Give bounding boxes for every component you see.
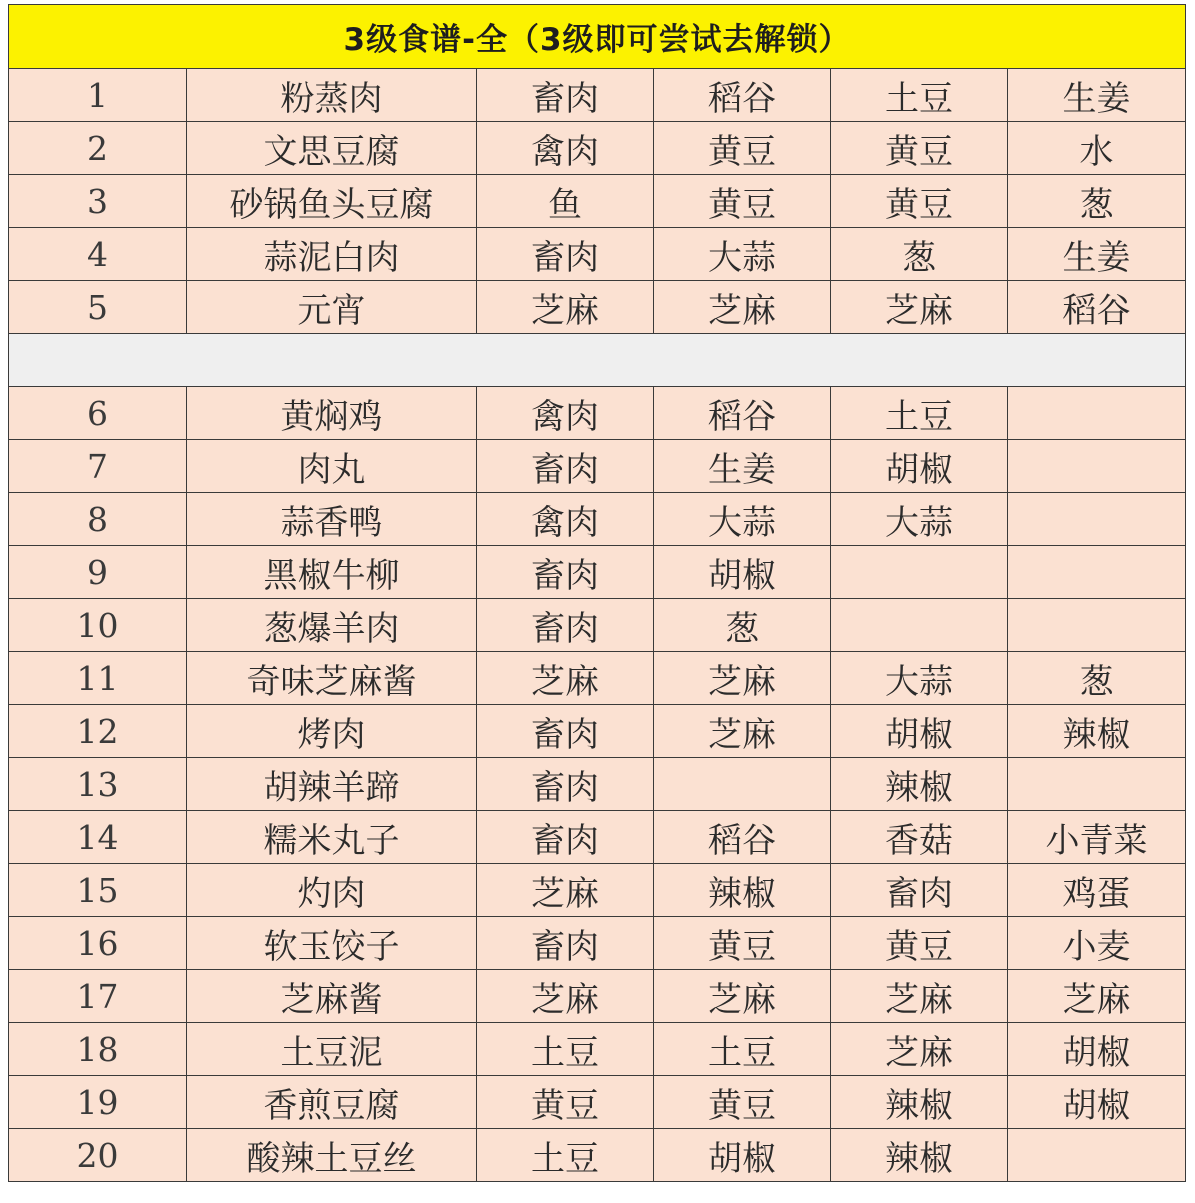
ingredient-cell [1008, 1129, 1186, 1182]
ingredient-cell: 畜肉 [477, 705, 654, 758]
recipe-name: 文思豆腐 [187, 122, 477, 175]
ingredient-cell: 生姜 [654, 440, 831, 493]
ingredient-cell: 小麦 [1008, 917, 1186, 970]
ingredient-cell: 香菇 [831, 811, 1008, 864]
table-row [9, 493, 1186, 546]
ingredient-cell [1008, 599, 1186, 652]
recipe-number: 8 [9, 493, 187, 546]
ingredient-cell: 稻谷 [654, 69, 831, 122]
recipe-number: 19 [9, 1076, 187, 1129]
table-row [9, 122, 1186, 175]
ingredient-cell [1008, 493, 1186, 546]
ingredient-cell: 畜肉 [477, 546, 654, 599]
recipe-name: 砂锅鱼头豆腐 [187, 175, 477, 228]
ingredient-cell: 芝麻 [1008, 970, 1186, 1023]
ingredient-cell: 畜肉 [477, 599, 654, 652]
ingredient-cell: 禽肉 [477, 493, 654, 546]
recipe-number: 4 [9, 228, 187, 281]
ingredient-cell: 小青菜 [1008, 811, 1186, 864]
recipe-name: 葱爆羊肉 [187, 599, 477, 652]
ingredient-cell: 芝麻 [831, 281, 1008, 334]
recipe-name: 灼肉 [187, 864, 477, 917]
recipe-name: 酸辣土豆丝 [187, 1129, 477, 1182]
recipe-number: 6 [9, 387, 187, 440]
ingredient-cell: 畜肉 [477, 440, 654, 493]
table-row [9, 811, 1186, 864]
ingredient-cell: 胡椒 [1008, 1076, 1186, 1129]
recipe-number: 9 [9, 546, 187, 599]
ingredient-cell: 土豆 [477, 1129, 654, 1182]
ingredient-cell: 芝麻 [477, 970, 654, 1023]
ingredient-cell: 土豆 [477, 1023, 654, 1076]
recipe-name: 香煎豆腐 [187, 1076, 477, 1129]
ingredient-cell: 辣椒 [831, 1129, 1008, 1182]
table-row [9, 970, 1186, 1023]
ingredient-cell: 芝麻 [654, 652, 831, 705]
ingredient-cell: 胡椒 [831, 705, 1008, 758]
table-row [9, 1023, 1186, 1076]
ingredient-cell: 芝麻 [477, 652, 654, 705]
ingredient-cell: 芝麻 [654, 281, 831, 334]
table-row [9, 758, 1186, 811]
ingredient-cell: 畜肉 [477, 917, 654, 970]
recipe-number: 20 [9, 1129, 187, 1182]
ingredient-cell: 黄豆 [831, 122, 1008, 175]
ingredient-cell: 芝麻 [654, 970, 831, 1023]
recipe-name: 糯米丸子 [187, 811, 477, 864]
ingredient-cell: 葱 [1008, 652, 1186, 705]
table-row [9, 705, 1186, 758]
table-row [9, 1129, 1186, 1182]
ingredient-cell: 土豆 [654, 1023, 831, 1076]
ingredient-cell [1008, 387, 1186, 440]
table-row [9, 69, 1186, 122]
recipe-name: 蒜泥白肉 [187, 228, 477, 281]
recipe-name: 粉蒸肉 [187, 69, 477, 122]
ingredient-cell: 黄豆 [654, 122, 831, 175]
ingredient-cell: 胡椒 [654, 546, 831, 599]
ingredient-cell: 芝麻 [654, 705, 831, 758]
table-row [9, 440, 1186, 493]
ingredient-cell: 水 [1008, 122, 1186, 175]
recipe-name: 蒜香鸭 [187, 493, 477, 546]
recipe-number: 1 [9, 69, 187, 122]
ingredient-cell [1008, 440, 1186, 493]
ingredient-cell: 鱼 [477, 175, 654, 228]
ingredient-cell: 黄豆 [654, 1076, 831, 1129]
ingredient-cell: 芝麻 [831, 970, 1008, 1023]
ingredient-cell: 稻谷 [654, 811, 831, 864]
recipe-name: 奇味芝麻酱 [187, 652, 477, 705]
recipe-number: 15 [9, 864, 187, 917]
ingredient-cell: 黄豆 [831, 917, 1008, 970]
ingredient-cell: 畜肉 [477, 69, 654, 122]
recipe-number: 17 [9, 970, 187, 1023]
recipe-table [8, 4, 1186, 1182]
recipe-number: 7 [9, 440, 187, 493]
ingredient-cell: 辣椒 [831, 1076, 1008, 1129]
recipe-number: 16 [9, 917, 187, 970]
recipe-number: 13 [9, 758, 187, 811]
ingredient-cell [1008, 546, 1186, 599]
recipe-name: 芝麻酱 [187, 970, 477, 1023]
recipe-number: 5 [9, 281, 187, 334]
ingredient-cell: 禽肉 [477, 387, 654, 440]
ingredient-cell: 大蒜 [831, 493, 1008, 546]
recipe-number: 2 [9, 122, 187, 175]
recipe-name: 黑椒牛柳 [187, 546, 477, 599]
ingredient-cell: 土豆 [831, 69, 1008, 122]
table-title: 3级食谱-全（3级即可尝试去解锁） [9, 5, 1186, 69]
table-row [9, 175, 1186, 228]
ingredient-cell: 鸡蛋 [1008, 864, 1186, 917]
ingredient-cell: 土豆 [831, 387, 1008, 440]
ingredient-cell: 畜肉 [831, 864, 1008, 917]
ingredient-cell: 生姜 [1008, 228, 1186, 281]
ingredient-cell: 辣椒 [1008, 705, 1186, 758]
recipe-number: 12 [9, 705, 187, 758]
ingredient-cell: 芝麻 [477, 864, 654, 917]
ingredient-cell: 胡椒 [654, 1129, 831, 1182]
ingredient-cell: 黄豆 [654, 175, 831, 228]
title-row [9, 5, 1186, 69]
ingredient-cell: 稻谷 [1008, 281, 1186, 334]
table-row [9, 281, 1186, 334]
table-row [9, 599, 1186, 652]
recipe-name: 肉丸 [187, 440, 477, 493]
ingredient-cell: 芝麻 [831, 1023, 1008, 1076]
ingredient-cell: 大蒜 [654, 228, 831, 281]
ingredient-cell [831, 599, 1008, 652]
recipe-number: 3 [9, 175, 187, 228]
ingredient-cell: 黄豆 [654, 917, 831, 970]
separator-cell [9, 334, 1186, 387]
ingredient-cell: 胡椒 [831, 440, 1008, 493]
recipe-name: 土豆泥 [187, 1023, 477, 1076]
recipe-number: 10 [9, 599, 187, 652]
table-row [9, 546, 1186, 599]
ingredient-cell: 大蒜 [654, 493, 831, 546]
ingredient-cell: 生姜 [1008, 69, 1186, 122]
ingredient-cell: 黄豆 [477, 1076, 654, 1129]
ingredient-cell: 胡椒 [1008, 1023, 1186, 1076]
separator-row [9, 334, 1186, 387]
ingredient-cell [831, 546, 1008, 599]
ingredient-cell: 畜肉 [477, 811, 654, 864]
ingredient-cell: 畜肉 [477, 228, 654, 281]
ingredient-cell: 葱 [831, 228, 1008, 281]
ingredient-cell: 黄豆 [831, 175, 1008, 228]
table-row [9, 864, 1186, 917]
recipe-number: 11 [9, 652, 187, 705]
recipe-name: 胡辣羊蹄 [187, 758, 477, 811]
ingredient-cell: 大蒜 [831, 652, 1008, 705]
ingredient-cell [1008, 758, 1186, 811]
ingredient-cell: 芝麻 [477, 281, 654, 334]
ingredient-cell: 葱 [654, 599, 831, 652]
ingredient-cell: 辣椒 [831, 758, 1008, 811]
ingredient-cell: 禽肉 [477, 122, 654, 175]
recipe-name: 元宵 [187, 281, 477, 334]
recipe-name: 软玉饺子 [187, 917, 477, 970]
ingredient-cell [654, 758, 831, 811]
table-row [9, 652, 1186, 705]
ingredient-cell: 葱 [1008, 175, 1186, 228]
recipe-number: 14 [9, 811, 187, 864]
table-row [9, 387, 1186, 440]
ingredient-cell: 稻谷 [654, 387, 831, 440]
table-row [9, 1076, 1186, 1129]
table-row [9, 917, 1186, 970]
recipe-name: 黄焖鸡 [187, 387, 477, 440]
recipe-number: 18 [9, 1023, 187, 1076]
table-row [9, 228, 1186, 281]
recipe-name: 烤肉 [187, 705, 477, 758]
ingredient-cell: 辣椒 [654, 864, 831, 917]
ingredient-cell: 畜肉 [477, 758, 654, 811]
